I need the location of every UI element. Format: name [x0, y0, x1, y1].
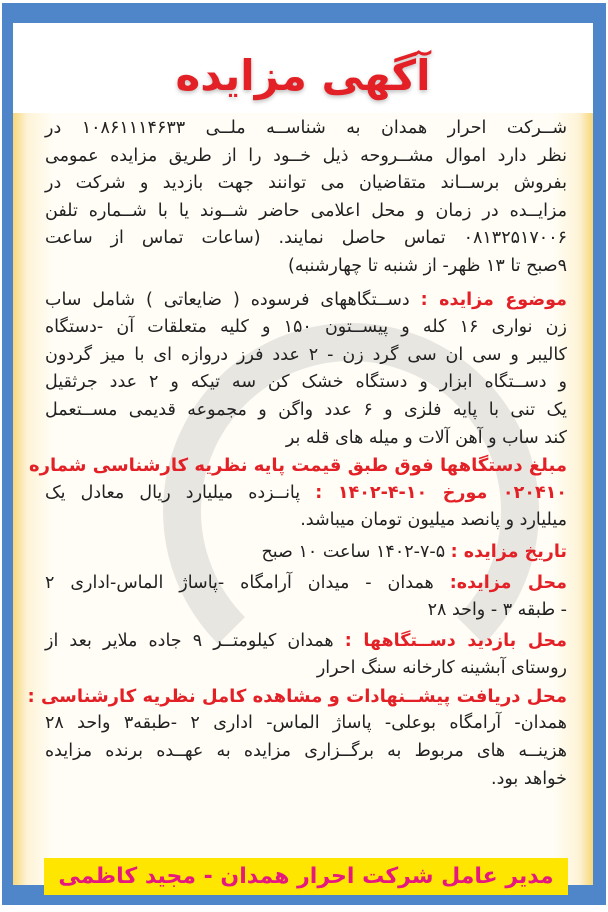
subject-label: موضوع مزایده : — [420, 289, 567, 310]
visit-line — [45, 628, 567, 656]
date-line — [45, 539, 567, 567]
intro-line: شــرکت احرار همدان به شناســه ملــی ۱۰۸۶۱۱۱۴۶۳۳ در — [45, 118, 567, 138]
ad-body — [27, 115, 567, 793]
intro-line: بفروش برســاند متقاضیان می توانند جهت بازدید و شرکت در — [45, 173, 567, 194]
date-value: ۵-۷-۱۴۰۲ ساعت ۱۰ صبح — [261, 541, 446, 562]
subject-line: کند ساب و آهن آلات و میله های قله بر — [285, 427, 567, 448]
subject-line: و دســتگاه ابزار و دستگاه خشک کن سه تیکه و ۲ عدد جرثقیل — [45, 372, 567, 393]
date-label: تاریخ مزایده : — [450, 541, 567, 562]
price-label: مبلغ دستگاهها فوق طبق قیمت پایه نظریه کارشناسی شماره — [28, 455, 567, 477]
price-line: میلیارد و پانصد میلیون تومان میباشد. — [300, 510, 567, 531]
intro-line: نظر دارد اموال مشــروحه ذیل خــود را از طریق مزایده عمومی — [45, 145, 567, 166]
signature-banner: مدیر عامل شرکت احرار همدان - مجید کاظمی — [44, 858, 568, 895]
ad-panel — [13, 23, 593, 889]
offers-label: محل دریافت پیشــنهادات و مشاهده کامل نظریه کارشناسی : — [27, 685, 567, 707]
intro-line: مزایــده در زمان و محل اعلامی حاضر شــوند یا با شــماره تلفن — [45, 200, 567, 221]
location-line — [45, 570, 567, 598]
offers-line: خواهد بود. — [491, 768, 567, 789]
subject-text: دســتگاههای فرسوده ( ضایعاتی ) شامل ساب — [45, 289, 410, 310]
location-text: همدان - میدان آرامگاه -پاساژ الماس-اداری ۲ — [45, 572, 434, 593]
intro-line: ۹صبح تا ۱۳ ظهر- از شنبه تا چهارشنبه) — [288, 255, 567, 276]
visit-line: روستای آبشینه کارخانه سنگ احرار — [316, 658, 567, 679]
ad-frame — [2, 3, 606, 905]
ad-title: آگهی مزایده — [175, 51, 431, 100]
location-line: - طبقه ۳ - واحد ۲۸ — [427, 600, 567, 621]
intro-line: ۰۸۱۳۲۵۱۷۰۰۶ تماس حاصل نمایند. (ساعات تماس از ساعت — [45, 228, 567, 249]
subject-line: یک تنی با پایه فلزی و ۶ عدد واگن و مجموعه قدیمی مســتعمل — [45, 399, 567, 420]
price-text: پانــزده میلیارد ریال معادل یک — [45, 482, 301, 503]
subject-line: کالیبر و سی ان سی گرد زن - ۲ عدد فرز دروازه ای با میز گردون — [45, 344, 567, 365]
visit-label: محل بازدید دســتگاهها : — [344, 630, 567, 651]
offers-line: هزینــه های مربوط به برگــزاری مزایده به عهــده برنده مزایده — [45, 741, 567, 762]
location-label: محل مزایده: — [449, 572, 567, 593]
visit-text: همدان کیلومتــر ۹ جاده ملایر بعد از — [45, 630, 334, 651]
price-line — [45, 480, 567, 508]
offers-line: همدان- آرامگاه بوعلی- پاساژ الماس- اداری ۲ -طبقه۳ واحد ۲۸ — [45, 713, 567, 734]
subject-line: زن نواری ۱۶ کله و پیســتون ۱۵۰ و کلیه متعلقات آن -دستگاه — [45, 317, 567, 338]
price-ref: ۰۲۰۴۱۰ مورخ ۱۰-۴-۱۴۰۲ : — [315, 482, 567, 503]
subject-line — [45, 287, 567, 315]
